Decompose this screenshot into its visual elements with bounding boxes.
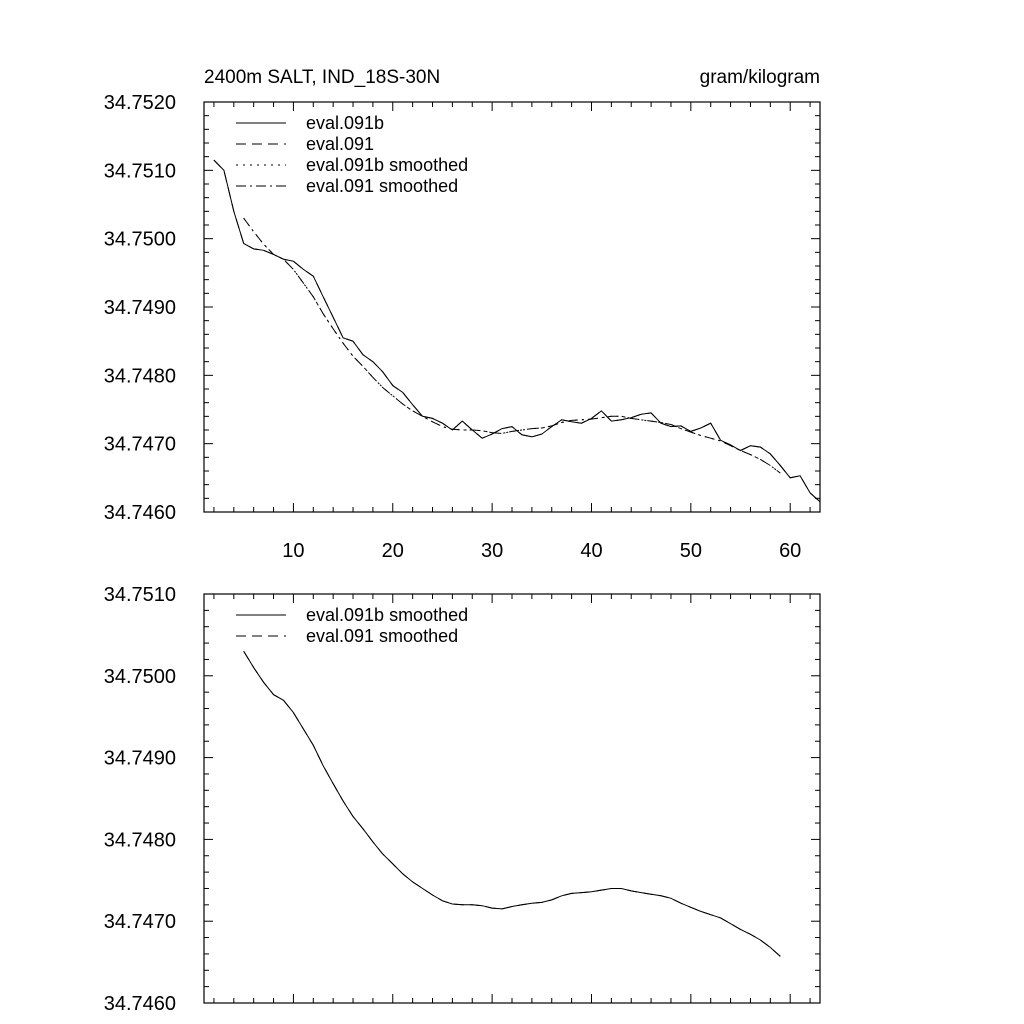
y-tick-label: 34.7500 <box>103 665 176 688</box>
legend-label: eval.091 smoothed <box>306 626 459 646</box>
y-tick-label: 34.7470 <box>103 433 176 456</box>
y-tick-label: 34.7490 <box>103 747 176 770</box>
y-tick-label: 34.7480 <box>103 829 176 852</box>
series-line <box>244 651 781 956</box>
plot-frame <box>204 102 820 512</box>
x-tick-label: 30 <box>481 540 504 562</box>
series-line <box>214 160 820 502</box>
y-tick-label: 34.7490 <box>103 297 176 319</box>
plot-frame <box>204 594 820 1003</box>
y-tick-label: 34.7480 <box>103 365 176 388</box>
top-panel <box>104 67 820 562</box>
y-tick-label: 34.7510 <box>103 584 176 606</box>
legend-label: eval.091 smoothed <box>306 176 459 196</box>
units-label: gram/kilogram <box>699 67 820 88</box>
y-tick-label: 34.7460 <box>103 502 176 524</box>
x-tick-label: 20 <box>381 540 404 562</box>
legend-label: eval.091b smoothed <box>306 155 469 175</box>
bottom-panel <box>104 584 820 1015</box>
series-line <box>244 218 781 473</box>
x-tick-label: 40 <box>580 540 603 562</box>
x-tick-label: 50 <box>679 540 702 562</box>
chart-title: 2400m SALT, IND_18S-30N <box>204 67 441 88</box>
series-line <box>214 160 820 502</box>
y-tick-label: 34.7510 <box>103 160 176 183</box>
x-tick-label: 10 <box>282 540 305 562</box>
y-tick-label: 34.7520 <box>103 92 176 114</box>
legend-label: eval.091b smoothed <box>306 605 469 625</box>
x-tick-label: 60 <box>779 540 802 562</box>
y-tick-label: 34.7500 <box>103 228 176 251</box>
legend-label: eval.091 <box>306 134 375 154</box>
y-tick-label: 34.7460 <box>103 993 176 1015</box>
y-tick-label: 34.7470 <box>103 911 176 934</box>
legend-label: eval.091b <box>306 113 385 133</box>
